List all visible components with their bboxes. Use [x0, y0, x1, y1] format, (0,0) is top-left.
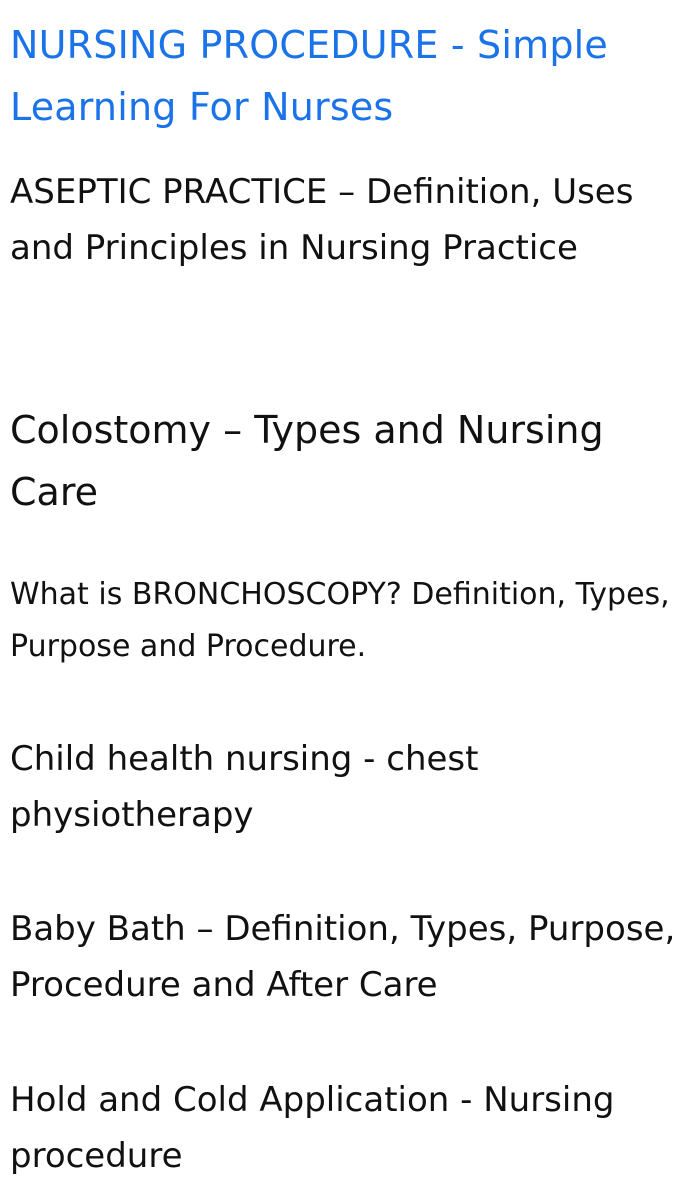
post-title-link[interactable]: Hold and Cold Application - Nursing procedure [10, 1080, 615, 1176]
post-title-link[interactable]: Colostomy – Types and Nursing Care [10, 408, 604, 514]
post-title-link[interactable]: ASEPTIC PRACTICE – Definition, Uses and Principles in Nursing Practice [10, 172, 634, 268]
list-item [10, 569, 700, 673]
post-title-link[interactable]: What is BRONCHOSCOPY? Definition, Types, Purpose and Procedure. [10, 577, 670, 664]
list-item [10, 164, 700, 276]
list-item [10, 731, 700, 843]
post-title-link[interactable]: Baby Bath – Definition, Types, Purpose, Procedure and After Care [10, 909, 676, 1005]
list-item [10, 901, 700, 1013]
list-item [10, 1072, 700, 1184]
site-title-link[interactable]: NURSING PROCEDURE - Simple Learning For Nurses [10, 23, 609, 129]
list-item [10, 399, 700, 523]
page-content [10, 14, 700, 1176]
post-title-link[interactable]: Child health nursing - chest physiotherapy [10, 739, 479, 835]
